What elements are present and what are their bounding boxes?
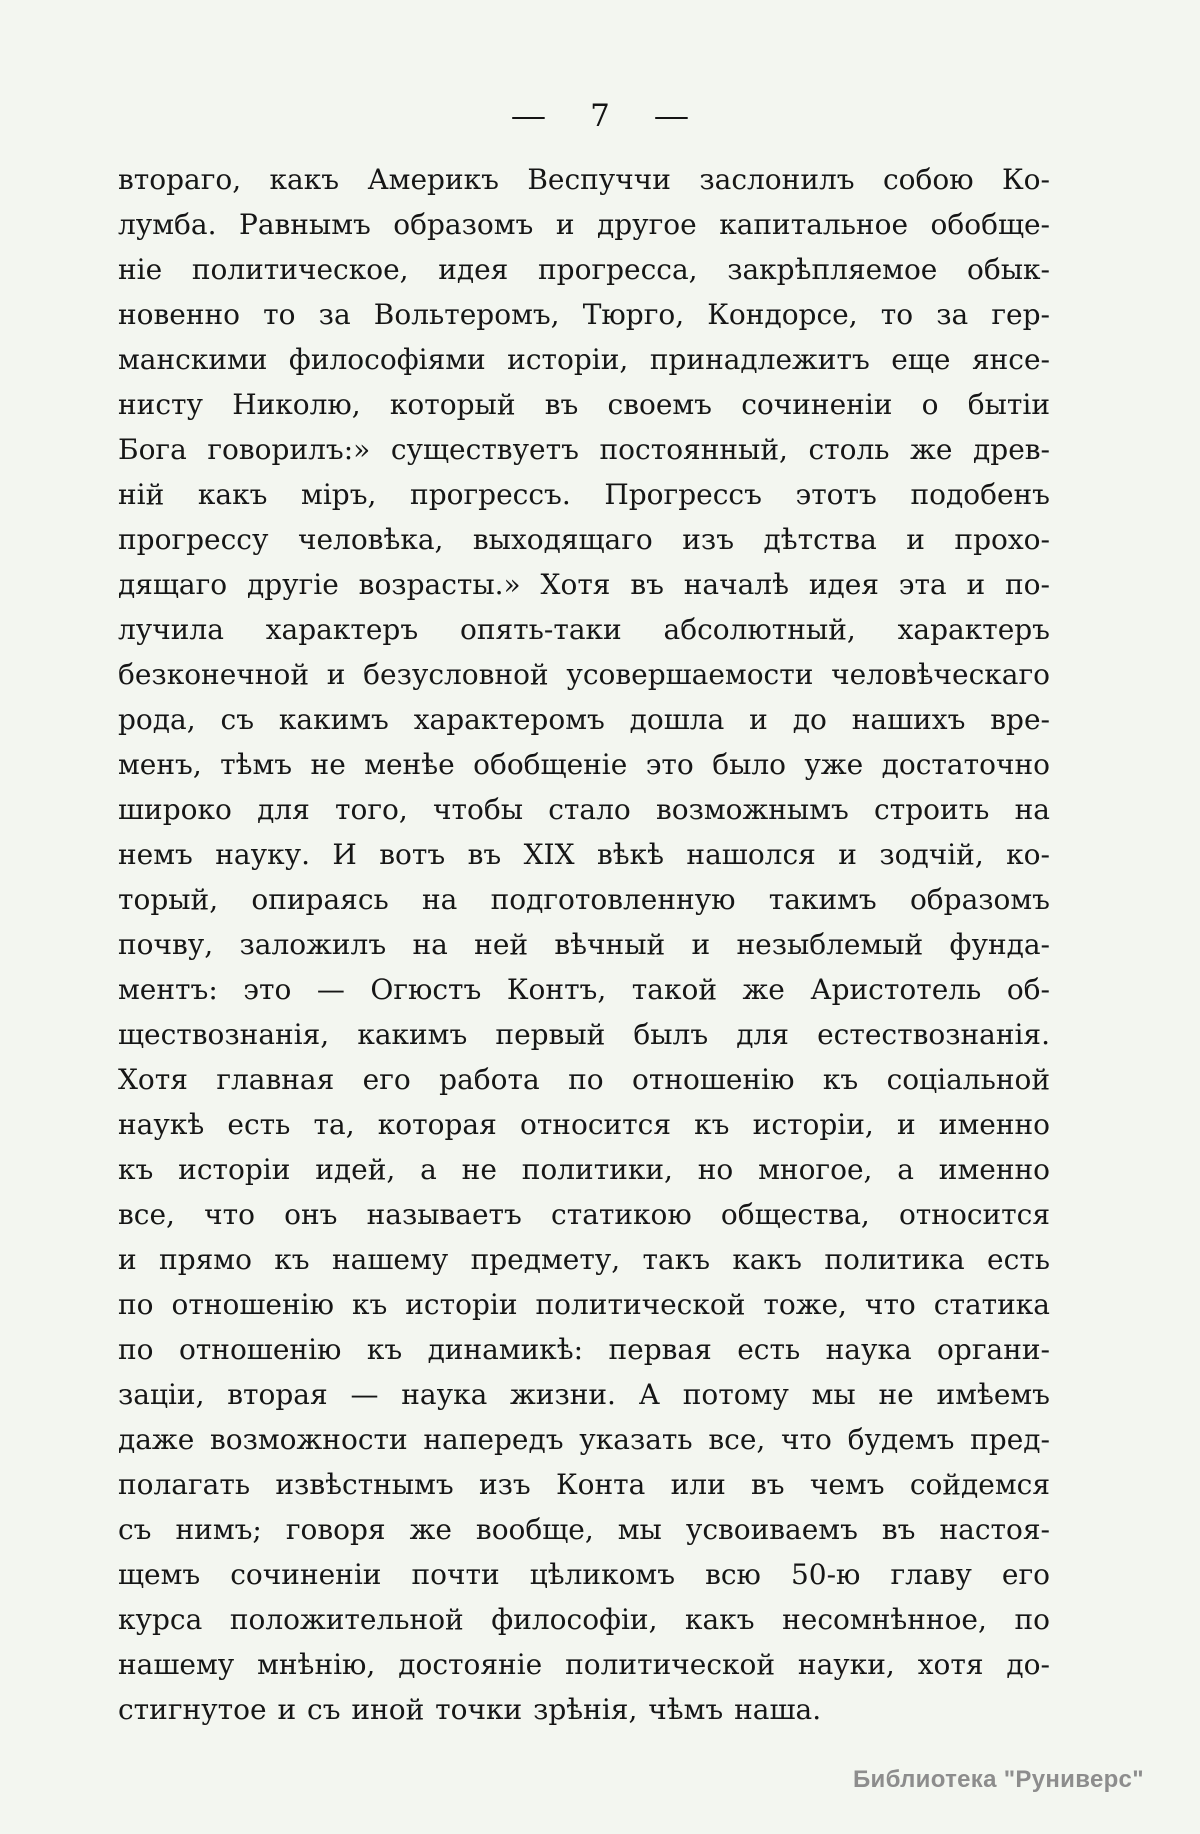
text-line: прогрессу человѣка, выходящаго изъ дѣтства и прохо- [118, 523, 1050, 556]
page-text [118, 157, 1050, 1732]
text-line: ніе политическое, идея прогресса, закрѣпляемое обык- [118, 253, 1050, 286]
text-line: по отношенію къ исторіи политической тоже, что статика [118, 1288, 1050, 1321]
text-line: даже возможности напередъ указать все, что будемъ пред- [118, 1423, 1050, 1456]
library-watermark: Библиотека "Руниверс" [853, 1766, 1144, 1793]
text-line: безконечной и безусловной усовершаемости человѣческаго [118, 658, 1050, 691]
text-line: втораго, какъ Америкъ Веспуччи заслонилъ собою Ко- [118, 163, 1050, 196]
text-line: менъ, тѣмъ не менѣе обобщеніе это было уже достаточно [118, 748, 1050, 781]
page-header [0, 96, 1200, 136]
text-line: и прямо къ нашему предмету, такъ какъ политика есть [118, 1243, 1050, 1276]
text-line: полагать извѣстнымъ изъ Конта или въ чемъ сойдемся [118, 1468, 1050, 1501]
text-line: стигнутое и съ иной точки зрѣнія, чѣмъ наша. [118, 1693, 822, 1726]
header-right-dash: — [653, 98, 690, 134]
text-line: заціи, вторая — наука жизни. А потому мы не имѣемъ [118, 1378, 1050, 1411]
text-line: курса положительной философіи, какъ несомнѣнное, по [118, 1603, 1050, 1636]
text-line: ществознанія, какимъ первый былъ для естествознанія. [118, 1018, 1050, 1051]
text-line: Бога говорилъ:» существуетъ постоянный, столь же древ- [118, 433, 1050, 466]
text-line: рода, съ какимъ характеромъ дошла и до нашихъ вре- [118, 703, 1050, 736]
page-number: 7 [590, 98, 610, 134]
text-line: дящаго другіе возрасты.» Хотя въ началѣ идея эта и по- [118, 568, 1050, 601]
text-line: новенно то за Вольтеромъ, Тюрго, Кондорсе, то за гер- [118, 298, 1050, 331]
text-line: ментъ: это — Огюстъ Контъ, такой же Аристотель об- [118, 973, 1050, 1006]
text-line: по отношенію къ динамикѣ: первая есть наука органи- [118, 1333, 1050, 1366]
text-line: Хотя главная его работа по отношенію къ соціальной [118, 1063, 1050, 1096]
header-left-dash: — [510, 98, 547, 134]
text-line: широко для того, чтобы стало возможнымъ строить на [118, 793, 1050, 826]
text-line: нашему мнѣнію, достояніе политической науки, хотя до- [118, 1648, 1050, 1681]
text-line: манскими философіями исторіи, принадлежитъ еще янсе- [118, 343, 1050, 376]
text-line: къ исторіи идей, а не политики, но многое, а именно [118, 1153, 1050, 1186]
text-line: лучила характеръ опять-таки абсолютный, характеръ [118, 613, 1050, 646]
text-line: наукѣ есть та, которая относится къ исторіи, и именно [118, 1108, 1050, 1141]
text-line: съ нимъ; говоря же вообще, мы усвоиваемъ въ настоя- [118, 1513, 1050, 1546]
text-line: нисту Николю, который въ своемъ сочиненіи о бытіи [118, 388, 1050, 421]
text-line: лумба. Равнымъ образомъ и другое капитальное обобще- [118, 208, 1050, 241]
text-line: щемъ сочиненіи почти цѣликомъ всю 50-ю главу его [118, 1558, 1050, 1591]
text-line: немъ науку. И вотъ въ XIX вѣкѣ нашолся и зодчій, ко- [118, 838, 1050, 871]
text-line: торый, опираясь на подготовленную такимъ образомъ [118, 883, 1050, 916]
text-line: почву, заложилъ на ней вѣчный и незыблемый фунда- [118, 928, 1050, 961]
text-line: ній какъ міръ, прогрессъ. Прогрессъ этотъ подобенъ [118, 478, 1050, 511]
text-line: все, что онъ называетъ статикою общества, относится [118, 1198, 1050, 1231]
